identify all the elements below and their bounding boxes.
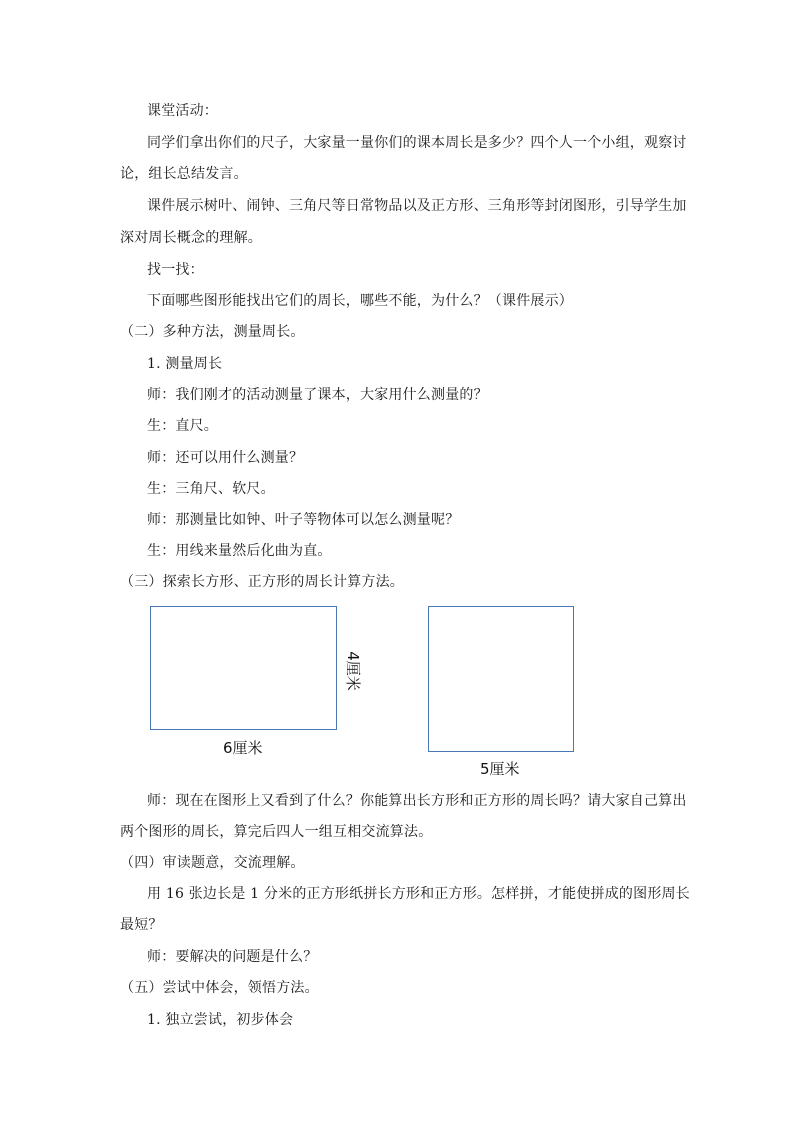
section-heading-5: （五）尝试中体会，领悟方法。 [120, 980, 319, 996]
rectangle-shape [150, 606, 337, 730]
paragraph-courseware-line2: 深对周长概念的理解。 [120, 230, 262, 246]
paragraph-courseware-line1: 课件展示树叶、闹钟、三角尺等日常物品以及正方形、三角形等封闭图形，引导学生加 [147, 198, 687, 214]
dialogue-teacher-2: 师：还可以用什么测量？ [147, 450, 304, 466]
square-side-label: 5厘米 [480, 760, 520, 778]
paragraph-class-activity-heading: 课堂活动： [147, 103, 218, 119]
dialogue-teacher-4: 师：要解决的问题是什么？ [147, 949, 318, 965]
paragraph-independent-try: 1. 独立尝试，初步体会 [147, 1012, 294, 1028]
paragraph-which-shapes: 下面哪些图形能找出它们的周长，哪些不能，为什么？（课件展示） [147, 293, 573, 309]
dialogue-student-3: 生：用线来量然后化曲为直。 [147, 543, 332, 559]
dialogue-student-2: 生：三角尺、软尺。 [147, 481, 275, 497]
rectangle-height-label: 4厘米 [344, 651, 362, 691]
paragraph-ruler-task-line1: 同学们拿出你们的尺子，大家量一量你们的课本周长是多少？四个人一个小组，观察讨 [147, 135, 687, 151]
paragraph-ruler-task-line2: 论，组长总结发言。 [120, 166, 248, 182]
dialogue-student-1: 生：直尺。 [147, 418, 218, 434]
dialogue-teacher-1: 师：我们刚才的活动测量了课本，大家用什么测量的？ [147, 387, 488, 403]
paragraph-teacher-question-line1: 师：现在在图形上又看到了什么？你能算出长方形和正方形的周长吗？请大家自己算出 [147, 793, 687, 809]
dialogue-teacher-3: 师：那测量比如钟、叶子等物体可以怎么测量呢？ [147, 512, 460, 528]
section-heading-4: （四）审读题意，交流理解。 [120, 855, 305, 871]
section-heading-3: （三）探索长方形、正方形的周长计算方法。 [120, 574, 404, 590]
paragraph-problem-line2: 最短？ [120, 917, 163, 933]
paragraph-measure-perimeter: 1. 测量周长 [147, 356, 223, 372]
square-shape [428, 606, 574, 752]
paragraph-problem-line1: 用 16 张边长是 1 分米的正方形纸拼长方形和正方形。怎样拼，才能使拼成的图形周长 [147, 886, 690, 902]
paragraph-find-heading: 找一找： [147, 262, 204, 278]
rectangle-width-label: 6厘米 [223, 739, 263, 757]
section-heading-2: （二）多种方法，测量周长。 [120, 324, 305, 340]
paragraph-teacher-question-line2: 两个图形的周长，算完后四人一组互相交流算法。 [120, 824, 433, 840]
